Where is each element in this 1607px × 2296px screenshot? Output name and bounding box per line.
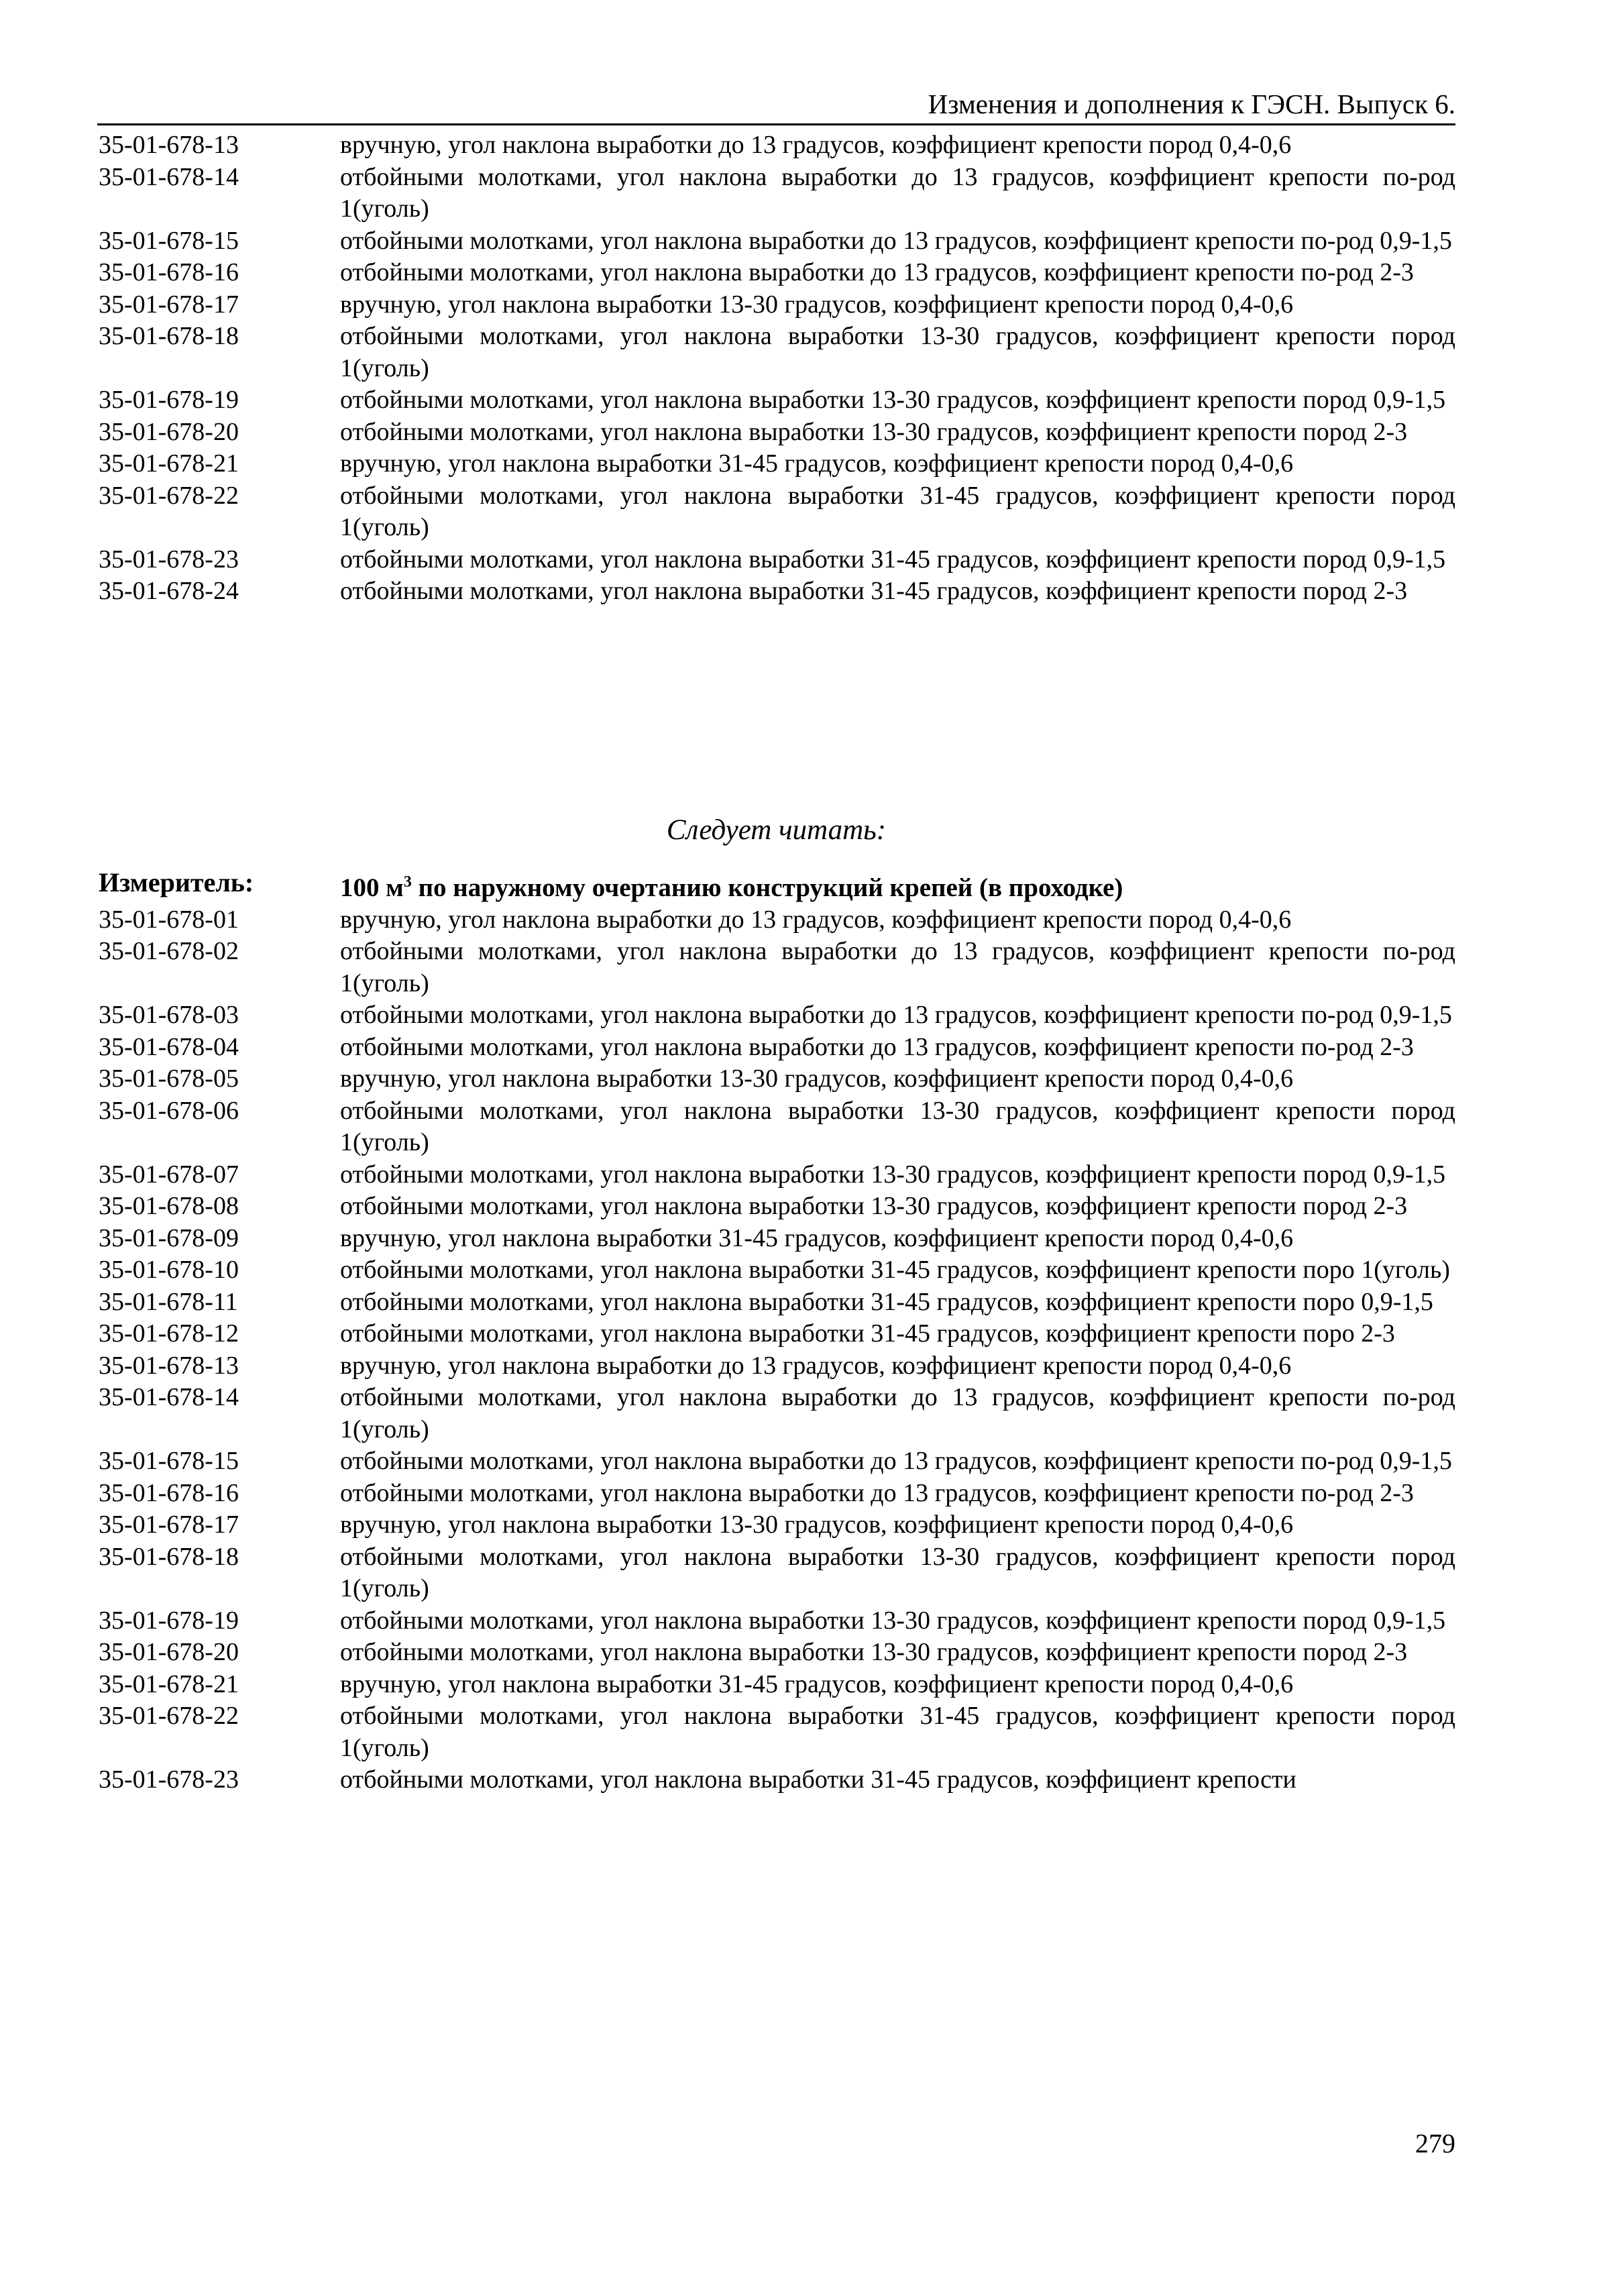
item-text: отбойными молотками, угол наклона выработки 13-30 градусов, коэффициент крепости пород 1(уголь) [340, 1096, 1455, 1156]
item-code: 35-01-678-22 [99, 481, 239, 510]
list-item [97, 289, 1455, 321]
list-item [97, 1191, 1455, 1223]
item-text: вручную, угол наклона выработки до 13 градусов, коэффициент крепости пород 0,4-0,6 [340, 905, 1292, 934]
item-text: отбойными молотками, угол наклона выработки до 13 градусов, коэффициент крепости по-род 2-3 [340, 1032, 1414, 1061]
item-code: 35-01-678-16 [99, 1478, 239, 1507]
measure-label: Измеритель: [99, 867, 254, 897]
item-code: 35-01-678-15 [99, 226, 239, 255]
item-code: 35-01-678-11 [99, 1287, 238, 1316]
item-code: 35-01-678-20 [99, 417, 239, 446]
item-text: отбойными молотками, угол наклона выработки 31-45 градусов, коэффициент крепости [340, 1765, 1296, 1794]
list-item [97, 1669, 1455, 1701]
item-text: отбойными молотками, угол наклона выработки до 13 градусов, коэффициент крепости по-род 2-3 [340, 258, 1414, 286]
measure-superscript: 3 [403, 873, 412, 891]
item-code: 35-01-678-17 [99, 1511, 239, 1539]
item-text: отбойными молотками, угол наклона выработки до 13 градусов, коэффициент крепости по-род 1(уголь) [340, 162, 1455, 223]
running-header [97, 86, 1455, 125]
list-item [97, 1700, 1455, 1764]
item-code: 35-01-678-18 [99, 1542, 239, 1571]
item-code: 35-01-678-09 [99, 1223, 239, 1252]
item-code: 35-01-678-22 [99, 1702, 239, 1730]
list-item [97, 1764, 1455, 1796]
measure-prefix: 100 м [340, 873, 404, 902]
item-text: вручную, угол наклона выработки до 13 градусов, коэффициент крепости пород 0,4-0,6 [340, 131, 1292, 159]
item-code: 35-01-678-07 [99, 1160, 239, 1189]
list-item [97, 129, 1455, 162]
list-item [97, 936, 1455, 999]
item-text: отбойными молотками, угол наклона выработки 13-30 градусов, коэффициент крепости пород 0,9-1,5 [340, 1160, 1446, 1189]
list-item [97, 1605, 1455, 1637]
item-text: вручную, угол наклона выработки до 13 градусов, коэффициент крепости пород 0,4-0,6 [340, 1351, 1292, 1380]
item-code: 35-01-678-17 [99, 290, 239, 319]
list-item [97, 321, 1455, 384]
item-code: 35-01-678-19 [99, 1606, 239, 1635]
item-text: отбойными молотками, угол наклона выработки 31-45 градусов, коэффициент крепости пород 0,9-1,5 [340, 545, 1446, 573]
list-item [97, 257, 1455, 289]
item-code: 35-01-678-06 [99, 1096, 239, 1125]
item-code: 35-01-678-04 [99, 1032, 239, 1061]
item-code: 35-01-678-20 [99, 1638, 239, 1666]
item-text: вручную, угол наклона выработки 13-30 градусов, коэффициент крепости пород 0,4-0,6 [340, 290, 1294, 319]
item-text: отбойными молотками, угол наклона выработки 13-30 градусов, коэффициент крепости пород 1(уголь) [340, 322, 1455, 382]
item-text: отбойными молотками, угол наклона выработки до 13 градусов, коэффициент крепости по-род 1(уголь) [340, 937, 1455, 997]
list-item [97, 999, 1455, 1032]
item-text: отбойными молотками, угол наклона выработки 31-45 градусов, коэффициент крепости пород 1(уголь) [340, 481, 1455, 541]
list-item [97, 1159, 1455, 1191]
item-text: отбойными молотками, угол наклона выработки до 13 градусов, коэффициент крепости по-род 0,9-1,5 [340, 1001, 1452, 1029]
list-item [97, 904, 1455, 936]
list-item [97, 576, 1455, 608]
item-text: вручную, угол наклона выработки 13-30 градусов, коэффициент крепости пород 0,4-0,6 [340, 1511, 1294, 1539]
list-item [97, 1478, 1455, 1510]
item-text: отбойными молотками, угол наклона выработки 13-30 градусов, коэффициент крепости пород 2-3 [340, 1638, 1408, 1666]
item-text: вручную, угол наклона выработки 13-30 градусов, коэффициент крепости пород 0,4-0,6 [340, 1064, 1294, 1093]
item-text: отбойными молотками, угол наклона выработки до 13 градусов, коэффициент крепости по-род 1(уголь) [340, 1383, 1455, 1443]
list-item [97, 1095, 1455, 1159]
item-text: вручную, угол наклона выработки 31-45 градусов, коэффициент крепости пород 0,4-0,6 [340, 449, 1294, 478]
list-item [97, 1318, 1455, 1350]
item-code: 35-01-678-14 [99, 162, 239, 191]
item-text: отбойными молотками, угол наклона выработки до 13 градусов, коэффициент крепости по-род 0,9-1,5 [340, 226, 1452, 255]
item-text: отбойными молотками, угол наклона выработки 31-45 градусов, коэффициент крепости поро 1(уголь) [340, 1256, 1450, 1284]
list-item [97, 1509, 1455, 1541]
item-code: 35-01-678-05 [99, 1064, 239, 1093]
list-item [97, 1063, 1455, 1095]
list-item [97, 1382, 1455, 1445]
item-code: 35-01-678-13 [99, 1351, 239, 1380]
list-item [97, 162, 1455, 225]
list-item [97, 225, 1455, 258]
item-code: 35-01-678-16 [99, 258, 239, 286]
list-item [97, 1350, 1455, 1382]
list-item [97, 1032, 1455, 1064]
item-code: 35-01-678-12 [99, 1319, 239, 1348]
header-title: Изменения и дополнения к ГЭСН. Выпуск 6. [928, 89, 1455, 119]
item-code: 35-01-678-13 [99, 131, 239, 159]
item-code: 35-01-678-23 [99, 545, 239, 573]
item-text: отбойными молотками, угол наклона выработки 13-30 градусов, коэффициент крепости пород 1(уголь) [340, 1542, 1455, 1602]
measure-row [97, 867, 1455, 904]
item-text: отбойными молотками, угол наклона выработки 13-30 градусов, коэффициент крепости пород 2-3 [340, 1192, 1408, 1220]
list-item [97, 1223, 1455, 1255]
item-text: отбойными молотками, угол наклона выработки до 13 градусов, коэффициент крепости по-род 2-3 [340, 1478, 1414, 1507]
item-code: 35-01-678-19 [99, 386, 239, 414]
list-item [97, 448, 1455, 480]
list-item [97, 1254, 1455, 1287]
list-item [97, 1541, 1455, 1605]
list-item [97, 384, 1455, 417]
item-text: отбойными молотками, угол наклона выработки 31-45 градусов, коэффициент крепости пород 1(уголь) [340, 1702, 1455, 1762]
list-item [97, 544, 1455, 576]
item-code: 35-01-678-01 [99, 905, 239, 934]
item-text: отбойными молотками, угол наклона выработки 31-45 градусов, коэффициент крепости пород 2-3 [340, 577, 1408, 605]
item-text: отбойными молотками, угол наклона выработки 13-30 градусов, коэффициент крепости пород 0,9-1,5 [340, 1606, 1446, 1635]
list-item [97, 1445, 1455, 1478]
item-code: 35-01-678-24 [99, 577, 239, 605]
item-code: 35-01-678-21 [99, 449, 239, 478]
section2-list [97, 867, 1455, 1796]
page-number: 279 [1415, 2128, 1455, 2158]
item-text: вручную, угол наклона выработки 31-45 градусов, коэффициент крепости пород 0,4-0,6 [340, 1670, 1294, 1698]
section-subtitle: Следует читать: [666, 814, 887, 846]
item-code: 35-01-678-23 [99, 1765, 239, 1794]
list-item [97, 1637, 1455, 1669]
item-text: отбойными молотками, угол наклона выработки до 13 градусов, коэффициент крепости по-род 0,9-1,5 [340, 1447, 1452, 1475]
item-code: 35-01-678-21 [99, 1670, 239, 1698]
list-item [97, 1287, 1455, 1319]
item-text: отбойными молотками, угол наклона выработки 31-45 градусов, коэффициент крепости поро 2-3 [340, 1319, 1395, 1348]
item-code: 35-01-678-02 [99, 937, 239, 965]
item-text: отбойными молотками, угол наклона выработки 13-30 градусов, коэффициент крепости пород 0,9-1,5 [340, 386, 1446, 414]
item-code: 35-01-678-14 [99, 1383, 239, 1411]
measure-suffix: по наружному очертанию конструкций крепей (в проходке) [411, 873, 1123, 902]
item-code: 35-01-678-03 [99, 1001, 239, 1029]
item-text: вручную, угол наклона выработки 31-45 градусов, коэффициент крепости пород 0,4-0,6 [340, 1223, 1294, 1252]
item-code: 35-01-678-15 [99, 1447, 239, 1475]
measure-text [340, 867, 1455, 904]
item-text: отбойными молотками, угол наклона выработки 13-30 градусов, коэффициент крепости пород 2-3 [340, 417, 1408, 446]
item-code: 35-01-678-08 [99, 1192, 239, 1220]
item-code: 35-01-678-18 [99, 322, 239, 350]
section1-list [97, 129, 1455, 608]
list-item [97, 480, 1455, 544]
list-item [97, 417, 1455, 449]
item-code: 35-01-678-10 [99, 1256, 239, 1284]
item-text: отбойными молотками, угол наклона выработки 31-45 градусов, коэффициент крепости поро 0,9-1,5 [340, 1287, 1433, 1316]
